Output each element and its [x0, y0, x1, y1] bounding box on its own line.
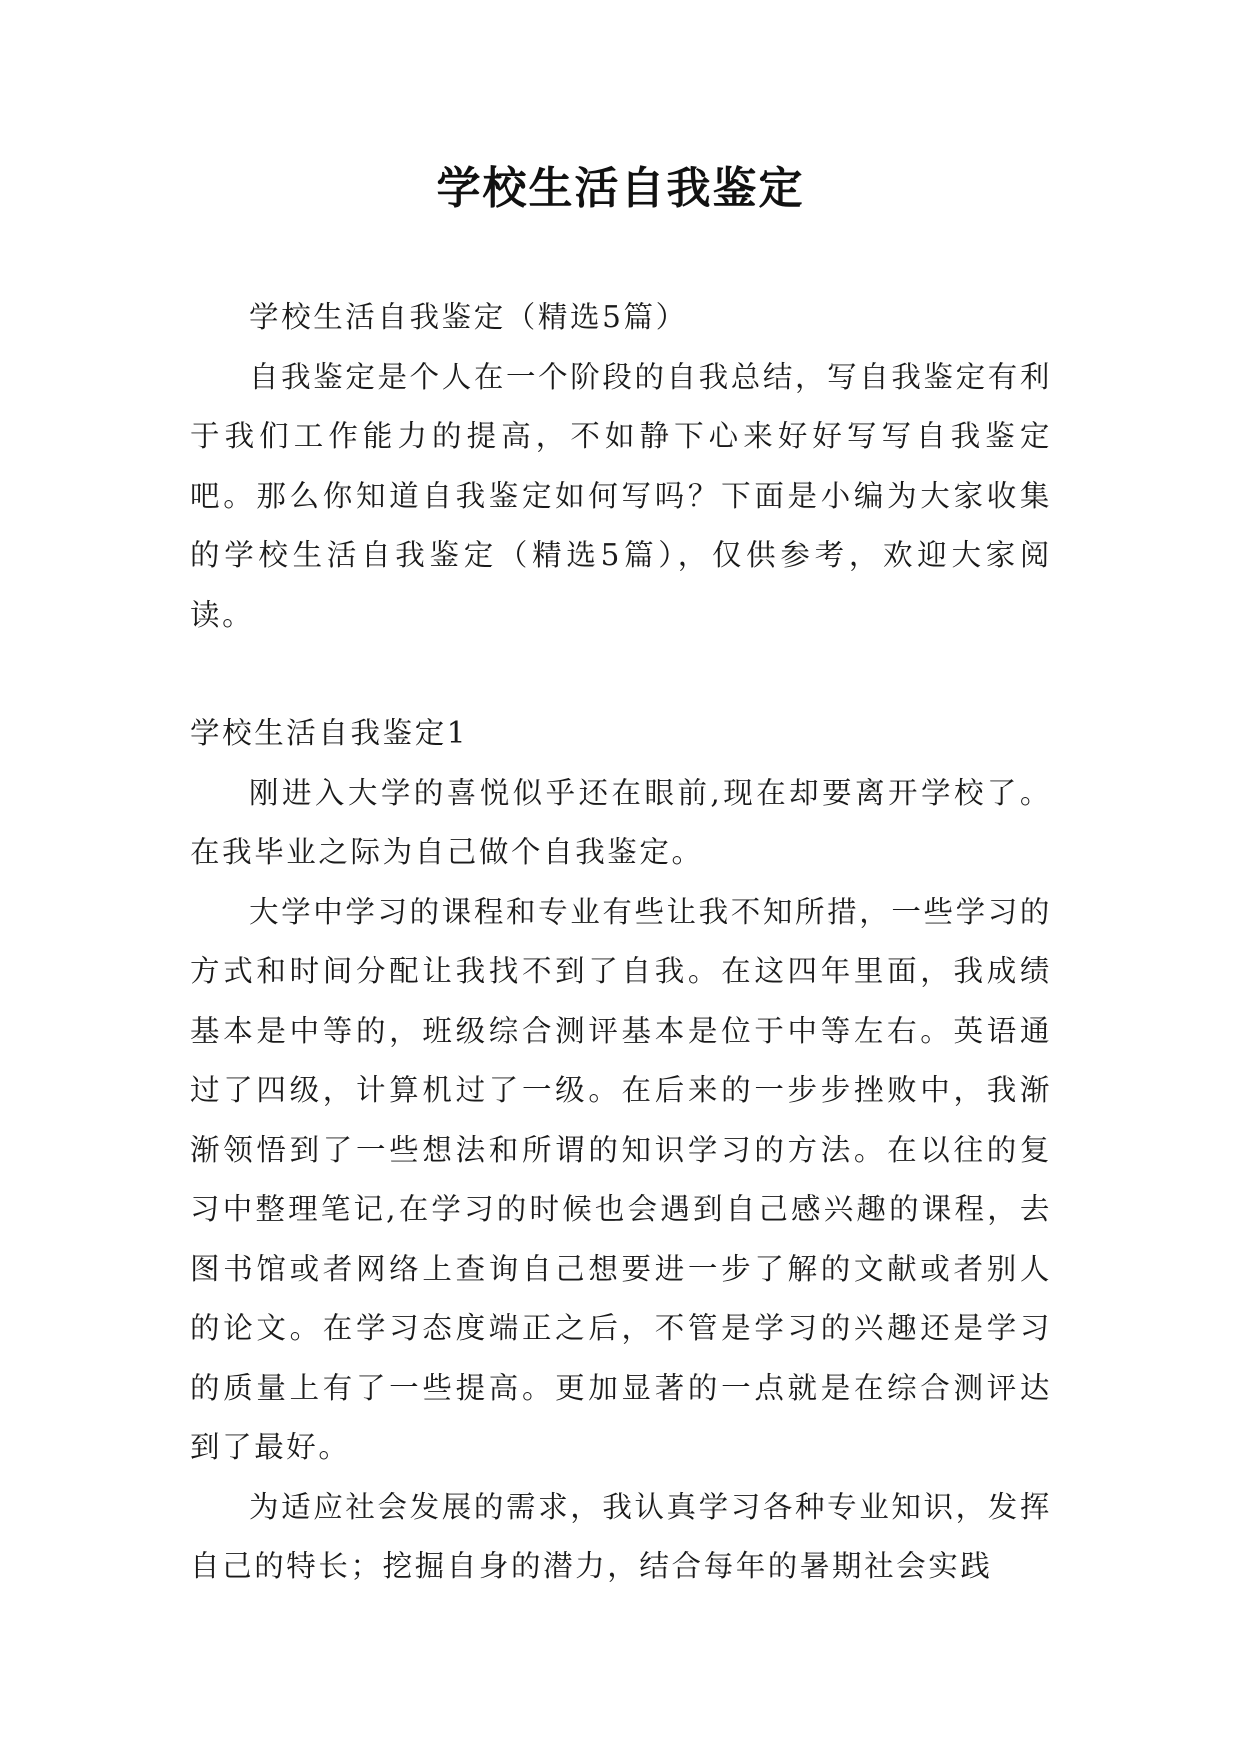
section-paragraph: 大学中学习的课程和专业有些让我不知所措，一些学习的方式和时间分配让我找不到了自我。在这四年里面，我成绩基本是中等的，班级综合测评基本是位于中等左右。英语通过了四级，计算机过了一级。在后来的一步步挫败中，我渐渐领悟到了一些想法和所谓的知识学习的方法。在以往的复习中整理笔记,在学习的时候也会遇到自己感兴趣的课程，去图书馆或者网络上查询自己想要进一步了解的文献或者别人的论文。在学习态度端正之后，不管是学习的兴趣还是学习的质量上有了一些提高。更加显著的一点就是在综合测评达到了最好。 [190, 894, 1052, 1464]
section-paragraph: 刚进入大学的喜悦似乎还在眼前,现在却要离开学校了。在我毕业之际为自己做个自我鉴定。 [190, 775, 1052, 869]
document-body [190, 288, 1052, 1597]
document-subtitle: 学校生活自我鉴定（精选5篇） [249, 300, 688, 334]
section-heading: 学校生活自我鉴定1 [190, 716, 469, 750]
intro-paragraph: 自我鉴定是个人在一个阶段的自我总结，写自我鉴定有利于我们工作能力的提高，不如静下心来好好写写自我鉴定吧。那么你知道自我鉴定如何写吗？下面是小编为大家收集的学校生活自我鉴定（精选5篇），仅供参考，欢迎大家阅读。 [190, 359, 1052, 632]
document-title: 学校生活自我鉴定 [436, 163, 805, 214]
section-paragraph: 为适应社会发展的需求，我认真学习各种专业知识，发挥自己的特长；挖掘自身的潜力，结合每年的暑期社会实践 [190, 1489, 1052, 1583]
